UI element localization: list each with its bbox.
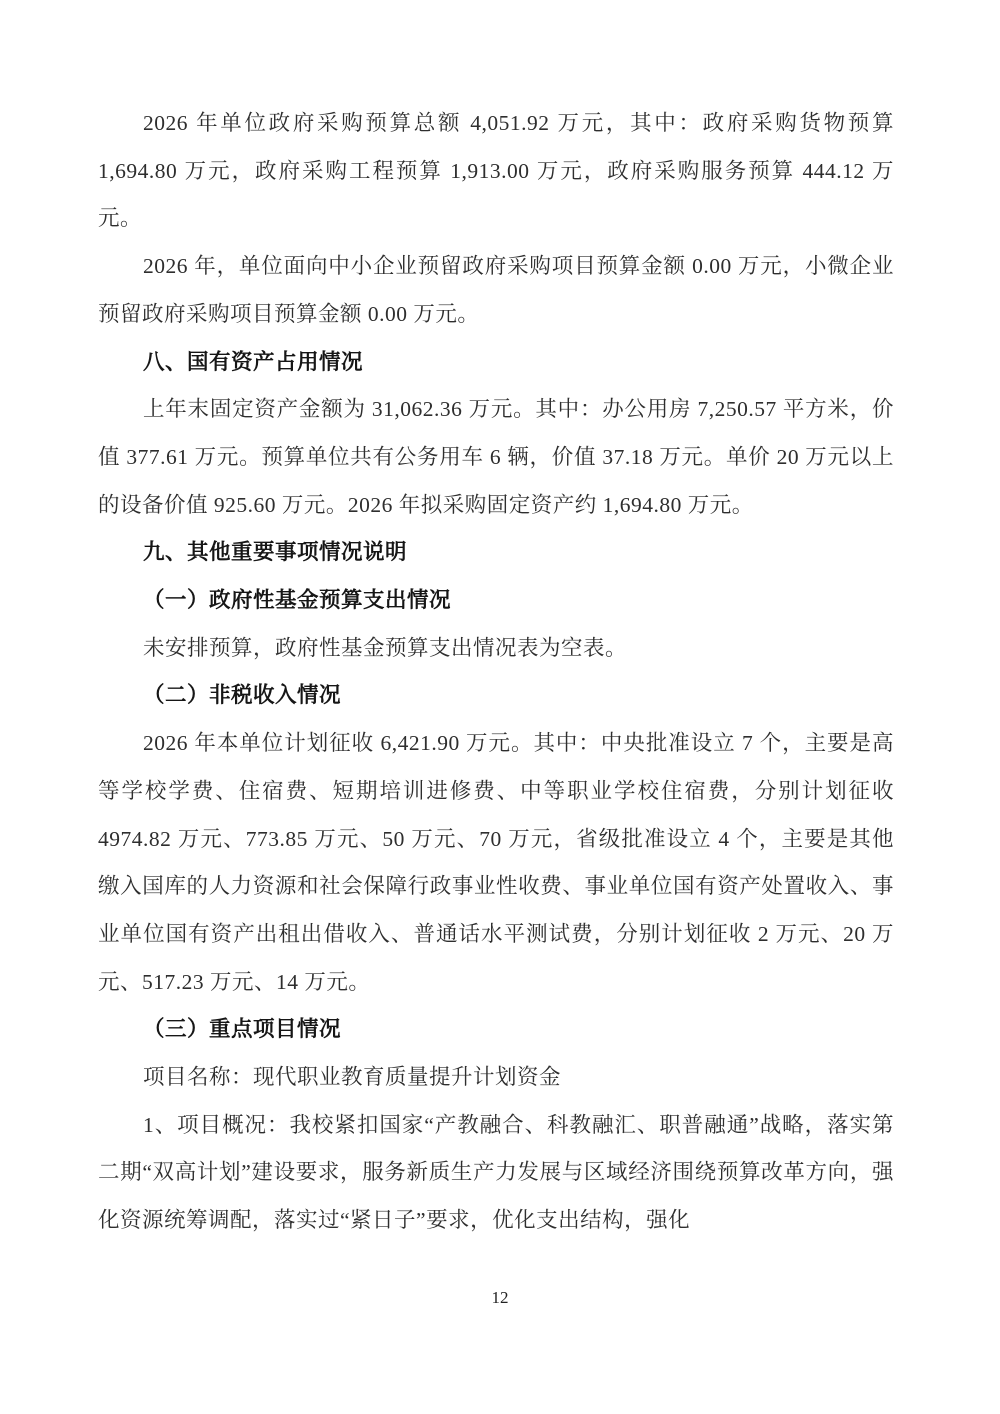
section-heading: （二）非税收入情况 [143, 683, 342, 708]
page-number: 12 [491, 1288, 509, 1307]
body-paragraph: 2026 年本单位计划征收 6,421.90 万元。其中：中央批准设立 7 个，主要是高等学校学费、住宿费、短期培训进修费、中等职业学校住宿费，分别计划征收 4974.82 万元、773.85 万元、50 万元、70 万元，省级批准设立 4 个，主要是其他缴入国库的人力资源和社会保障行政事业性收费、事业单位国有资产处置收入、事业单位国有资产出租出借收入、普通话水平测试费，分别计划征收 2 万元、20 万元、517.23 万元、14 万元。 [98, 731, 894, 994]
section-heading: （一）政府性基金预算支出情况 [143, 588, 452, 613]
section-heading: 九、其他重要事项情况说明 [143, 540, 408, 565]
body-paragraph: 2026 年单位政府采购预算总额 4,051.92 万元，其中：政府采购货物预算 1,694.80 万元，政府采购工程预算 1,913.00 万元，政府采购服务预算 444.12 万元。 [98, 111, 894, 231]
body-paragraph: 项目名称：现代职业教育质量提升计划资金 [143, 1065, 562, 1090]
document-body [98, 100, 894, 1245]
section-heading: 八、国有资产占用情况 [143, 349, 364, 374]
section-heading: （三）重点项目情况 [143, 1017, 342, 1042]
body-paragraph: 1、项目概况：我校紧扣国家“产教融合、科教融汇、职普融通”战略，落实第二期“双高计划”建设要求，服务新质生产力发展与区域经济围绕预算改革方向，强化资源统筹调配，落实过“紧日子”要求，优化支出结构，强化 [98, 1112, 894, 1233]
body-paragraph: 2026 年，单位面向中小企业预留政府采购项目预算金额 0.00 万元，小微企业预留政府采购项目预算金额 0.00 万元。 [98, 254, 894, 326]
body-paragraph: 未安排预算，政府性基金预算支出情况表为空表。 [143, 635, 628, 660]
body-paragraph: 上年末固定资产金额为 31,062.36 万元。其中：办公用房 7,250.57 平方米，价值 377.61 万元。预算单位共有公务用车 6 辆，价值 37.18 万元。单价 20 万元以上的设备价值 925.60 万元。2026 年拟采购固定资产约 1,694.80 万元。 [98, 397, 894, 517]
